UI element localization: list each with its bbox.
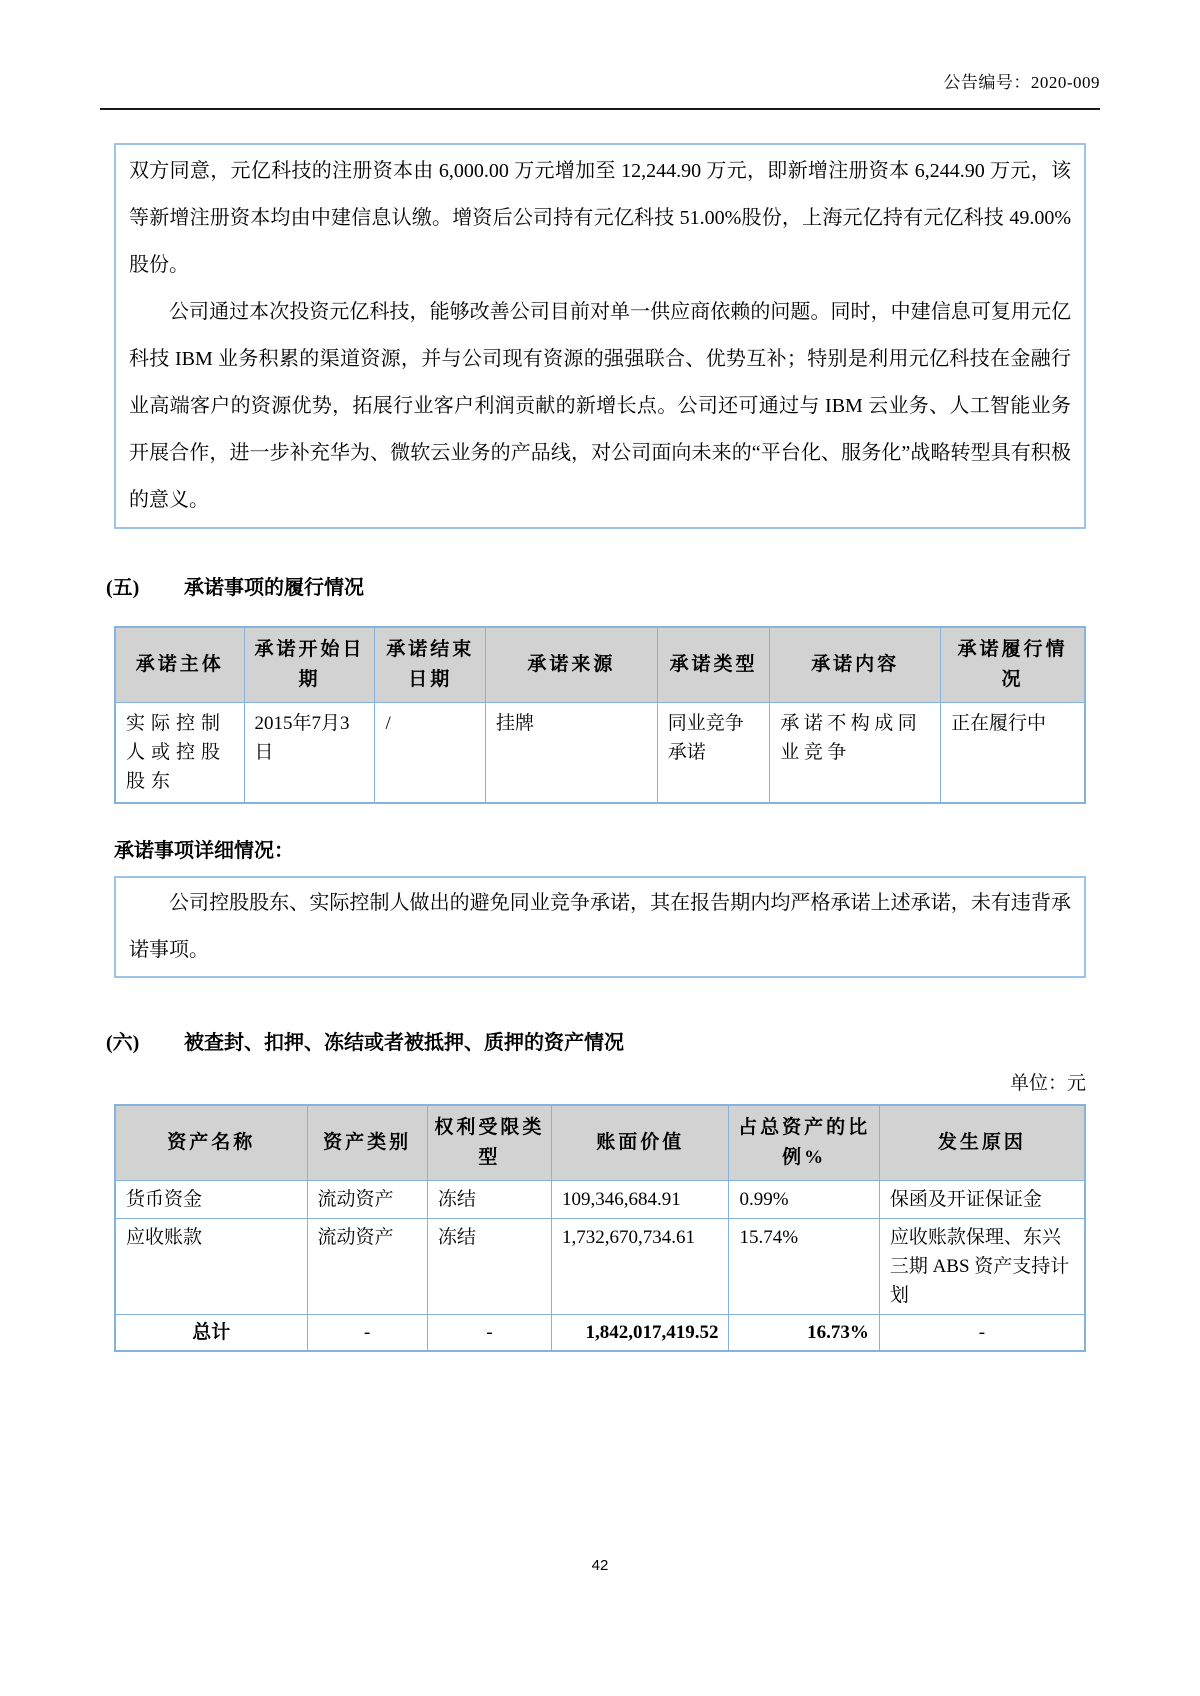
cell-asset-name: 应收账款 <box>115 1219 307 1315</box>
cell-ratio: 15.74% <box>729 1219 879 1315</box>
cell-reason: 保函及开证保证金 <box>879 1181 1085 1219</box>
commitment-table-header-row <box>115 627 1085 703</box>
col-header-commit-source: 承诺来源 <box>486 627 658 703</box>
col-header-reason: 发生原因 <box>879 1105 1085 1181</box>
assets-table-total-row <box>115 1315 1085 1352</box>
cell-asset-category: 流动资产 <box>307 1219 427 1315</box>
commitment-detail-heading: 承诺事项详细情况： <box>114 840 294 862</box>
cell-commit-source: 挂牌 <box>486 703 658 804</box>
col-header-commit-status: 承诺履行情况 <box>940 627 1085 703</box>
section-5-number: (五) <box>106 577 140 599</box>
cell-reason: 应收账款保理、东兴三期 ABS 资产支持计划 <box>879 1219 1085 1315</box>
col-header-commit-end-date: 承诺结束日期 <box>375 627 486 703</box>
paragraph-investment-benefit: 公司通过本次投资元亿科技，能够改善公司目前对单一供应商依赖的问题。同时，中建信息可复用元亿科技 IBM 业务积累的渠道资源，并与公司现有资源的强强联合、优势互补；特别是利用元亿科技在金融行业高端客户的资源优势，拓展行业客户利润贡献的新增长点。公司还可通过与 IBM 云业务、人工智能业务开展合作，进一步补充华为、微软云业务的产品线，对公司面向未来的“平台化、服务化”战略转型具有积极的意义。 <box>129 301 1071 511</box>
cell-commit-start-date: 2015年7月3日 <box>244 703 375 804</box>
cell-book-value: 109,346,684.91 <box>551 1181 729 1219</box>
restricted-assets-table <box>114 1104 1086 1352</box>
section-5-title: 承诺事项的履行情况 <box>184 577 364 599</box>
cell-commit-status: 正在履行中 <box>940 703 1085 804</box>
commitment-table <box>114 626 1086 804</box>
announcement-number: 公告编号：2020-009 <box>943 73 1100 92</box>
assets-table-row-monetary-funds <box>115 1181 1085 1219</box>
header-rule <box>100 108 1100 110</box>
cell-total-label: 总计 <box>115 1315 307 1352</box>
cell-commit-content: 承诺不构成同业竞争 <box>770 703 941 804</box>
cell-restriction-type: 冻结 <box>427 1219 551 1315</box>
section-6-title: 被查封、扣押、冻结或者被抵押、质押的资产情况 <box>184 1032 624 1054</box>
cell-total-ratio: 16.73% <box>729 1315 879 1352</box>
cell-total-book-value: 1,842,017,419.52 <box>551 1315 729 1352</box>
commitment-detail-text: 公司控股股东、实际控制人做出的避免同业竞争承诺，其在报告期内均严格承诺上述承诺，未有违背承诺事项。 <box>129 892 1071 961</box>
cell-asset-category: 流动资产 <box>307 1181 427 1219</box>
assets-table-row-accounts-receivable <box>115 1219 1085 1315</box>
cell-restriction-type: 冻结 <box>427 1181 551 1219</box>
col-header-commit-type: 承诺类型 <box>657 627 770 703</box>
cell-commit-type: 同业竞争承诺 <box>657 703 770 804</box>
section-5-heading <box>106 575 1086 602</box>
investment-paragraph-box <box>114 143 1086 529</box>
col-header-restriction-type: 权利受限类型 <box>427 1105 551 1181</box>
assets-table-header-row <box>115 1105 1085 1181</box>
cell-ratio: 0.99% <box>729 1181 879 1219</box>
cell-commit-end-date: / <box>375 703 486 804</box>
cell-commit-subject: 实际控制人或控股股东 <box>115 703 244 804</box>
paragraph-capital-increase: 双方同意，元亿科技的注册资本由 6,000.00 万元增加至 12,244.90 万元，即新增注册资本 6,244.90 万元，该等新增注册资本均由中建信息认缴。增资后公司持有元亿科技 51.00%股份，上海元亿持有元亿科技 49.00%股份。 <box>129 160 1071 276</box>
cell-asset-name: 货币资金 <box>115 1181 307 1219</box>
col-header-commit-content: 承诺内容 <box>770 627 941 703</box>
col-header-ratio-of-total-assets: 占总资产的比例% <box>729 1105 879 1181</box>
cell-total-type-dash: - <box>427 1315 551 1352</box>
unit-label: 单位：元 <box>1009 1073 1086 1094</box>
col-header-asset-name: 资产名称 <box>115 1105 307 1181</box>
cell-total-category-dash: - <box>307 1315 427 1352</box>
section-6-heading <box>106 1030 1086 1057</box>
commitment-detail-box <box>114 876 1086 978</box>
page-number: 42 <box>591 1557 609 1574</box>
col-header-book-value: 账面价值 <box>551 1105 729 1181</box>
section-6-number: (六) <box>106 1032 140 1054</box>
col-header-commit-subject: 承诺主体 <box>115 627 244 703</box>
commitment-table-row <box>115 703 1085 804</box>
col-header-commit-start-date: 承诺开始日期 <box>244 627 375 703</box>
col-header-asset-category: 资产类别 <box>307 1105 427 1181</box>
cell-book-value: 1,732,670,734.61 <box>551 1219 729 1315</box>
cell-total-reason-dash: - <box>879 1315 1085 1352</box>
